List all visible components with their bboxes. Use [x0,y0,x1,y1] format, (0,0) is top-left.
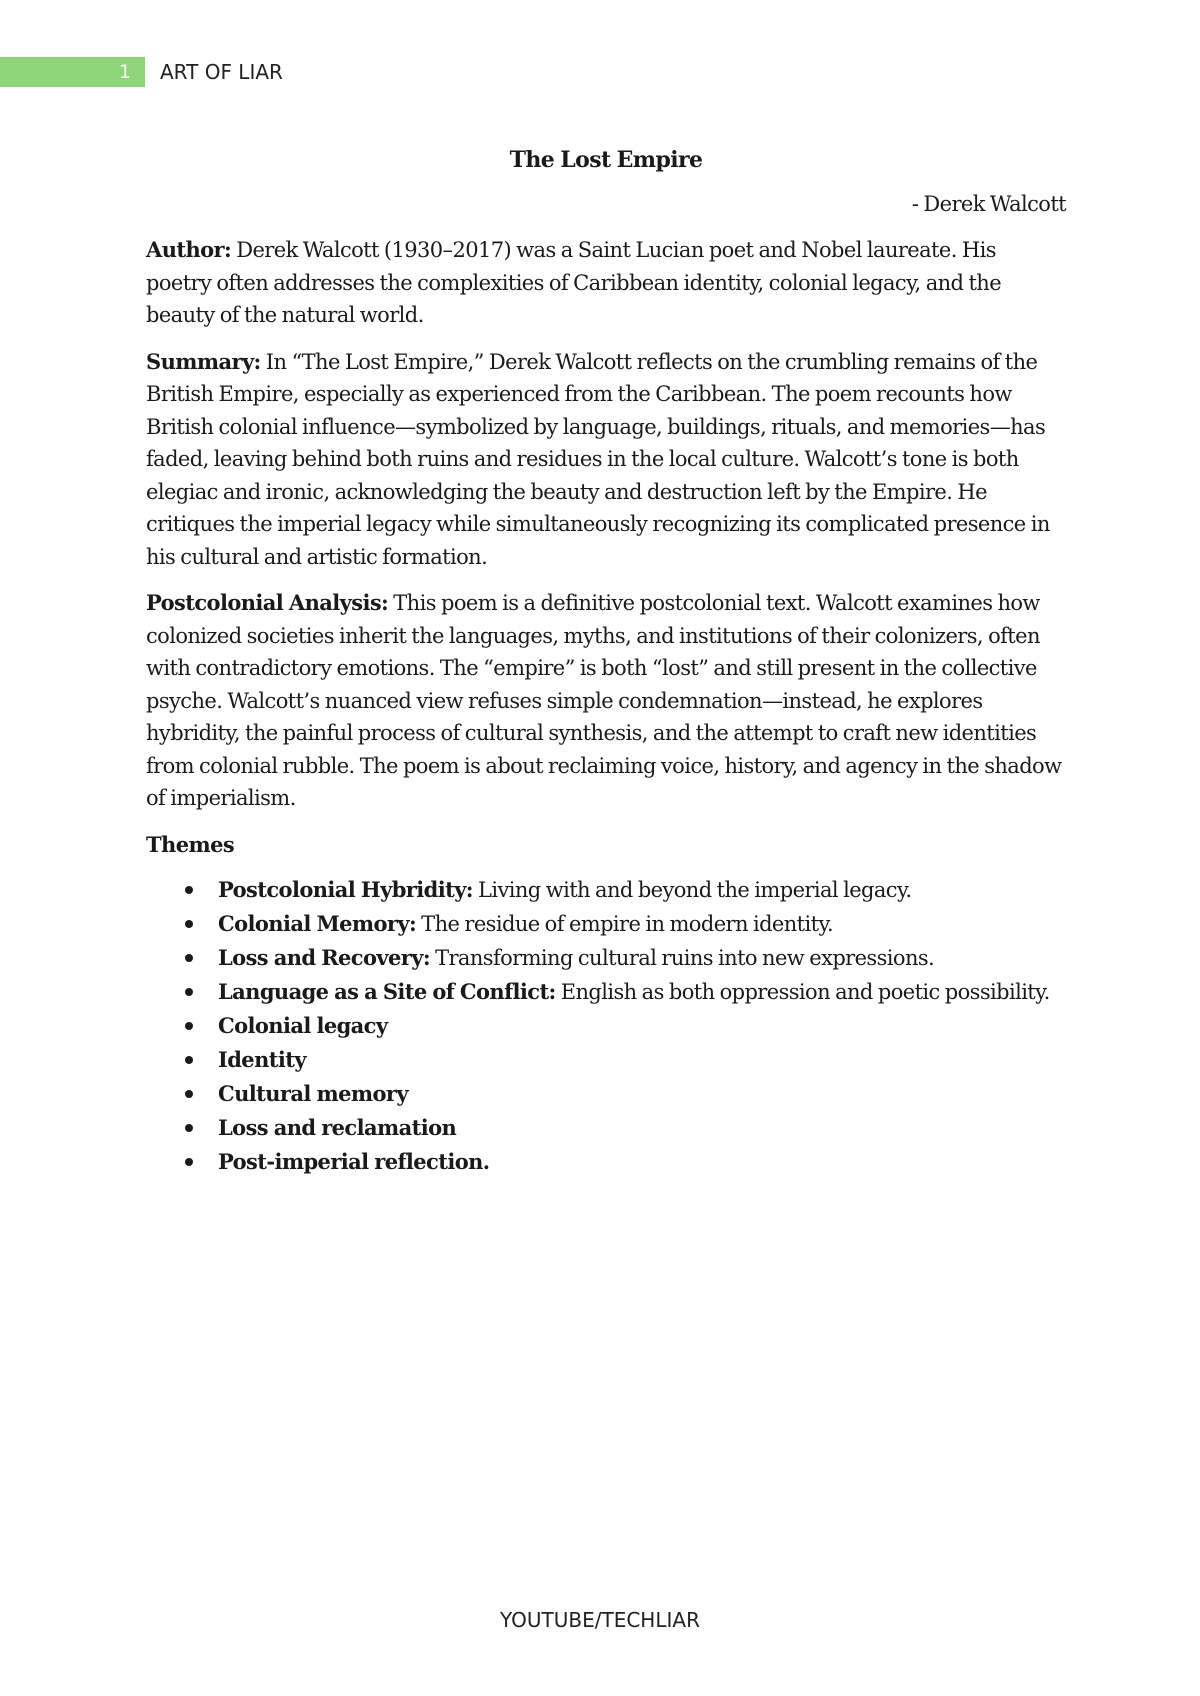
document-body [146,140,1066,1179]
theme-text: Transforming cultural ruins into new expressions. [430,946,935,970]
summary-text: In “The Lost Empire,” Derek Walcott reflects on the crumbling remains of the British Empire, especially as experienced from the Caribbean. The poem recounts how British colonial influence—symbolized by language, buildings, rituals, and memories—has faded, leaving behind both ruins and residues in the local culture. Walcott’s tone is both elegiac and ironic, acknowledging the beauty and destruction left by the Empire. He critiques the imperial legacy while simultaneously recognizing its complicated presence in his cultural and artistic formation. [146,349,1050,569]
theme-label: Postcolonial Hybridity: [218,877,473,902]
themes-heading: Themes [146,831,235,857]
theme-item [218,1009,1066,1043]
theme-text: Living with and beyond the imperial legacy. [472,878,912,902]
theme-label: Colonial Memory: [218,911,417,936]
author-byline: - Derek Walcott [911,192,1066,216]
theme-label: Language as a Site of Conflict: [218,979,556,1004]
page-footer: YOUTUBE/TECHLIAR [500,1608,700,1632]
theme-item [218,941,1066,975]
theme-label: Identity [218,1047,306,1072]
analysis-text: This poem is a definitive postcolonial text. Walcott examines how colonized societies inherit the languages, myths, and institutions of their colonizers, often with contradictory emotions. The “empire” is both “lost” and still present in the collective psyche. Walcott’s nuanced view refuses simple condemnation—instead, he explores hybridity, the painful process of cultural synthesis, and the attempt to craft new identities from colonial rubble. The poem is about reclaiming voice, history, and agency in the shadow of imperialism. [146,591,1062,810]
header-title: ART OF LIAR [160,60,283,84]
theme-item [218,1111,1066,1145]
theme-text: The residue of empire in modern identity. [416,912,834,936]
author-text: Derek Walcott (1930–2017) was a Saint Lucian poet and Nobel laureate. His poetry often addresses the complexities of Caribbean identity, colonial legacy, and the beauty of the natural world. [146,238,1002,327]
theme-label: Colonial legacy [218,1013,388,1038]
theme-label: Post-imperial reflection. [218,1149,490,1174]
theme-label: Cultural memory [218,1081,408,1106]
theme-text: English as both oppression and poetic possibility. [555,980,1050,1004]
author-paragraph [146,234,1066,332]
theme-item [218,1043,1066,1077]
theme-label: Loss and reclamation [218,1115,457,1140]
theme-item [218,1077,1066,1111]
theme-item [218,873,1066,907]
document-title: The Lost Empire [509,147,703,173]
theme-item [218,1145,1066,1179]
analysis-label: Postcolonial Analysis: [146,590,389,615]
theme-item [218,907,1066,941]
page-header [0,57,400,87]
author-label: Author: [146,237,232,262]
theme-item [218,975,1066,1009]
themes-list [146,873,1066,1179]
summary-label: Summary: [146,348,261,374]
page-number-badge: 1 [0,57,145,87]
summary-paragraph [146,346,1066,574]
analysis-paragraph [146,587,1066,815]
theme-label: Loss and Recovery: [218,945,430,970]
